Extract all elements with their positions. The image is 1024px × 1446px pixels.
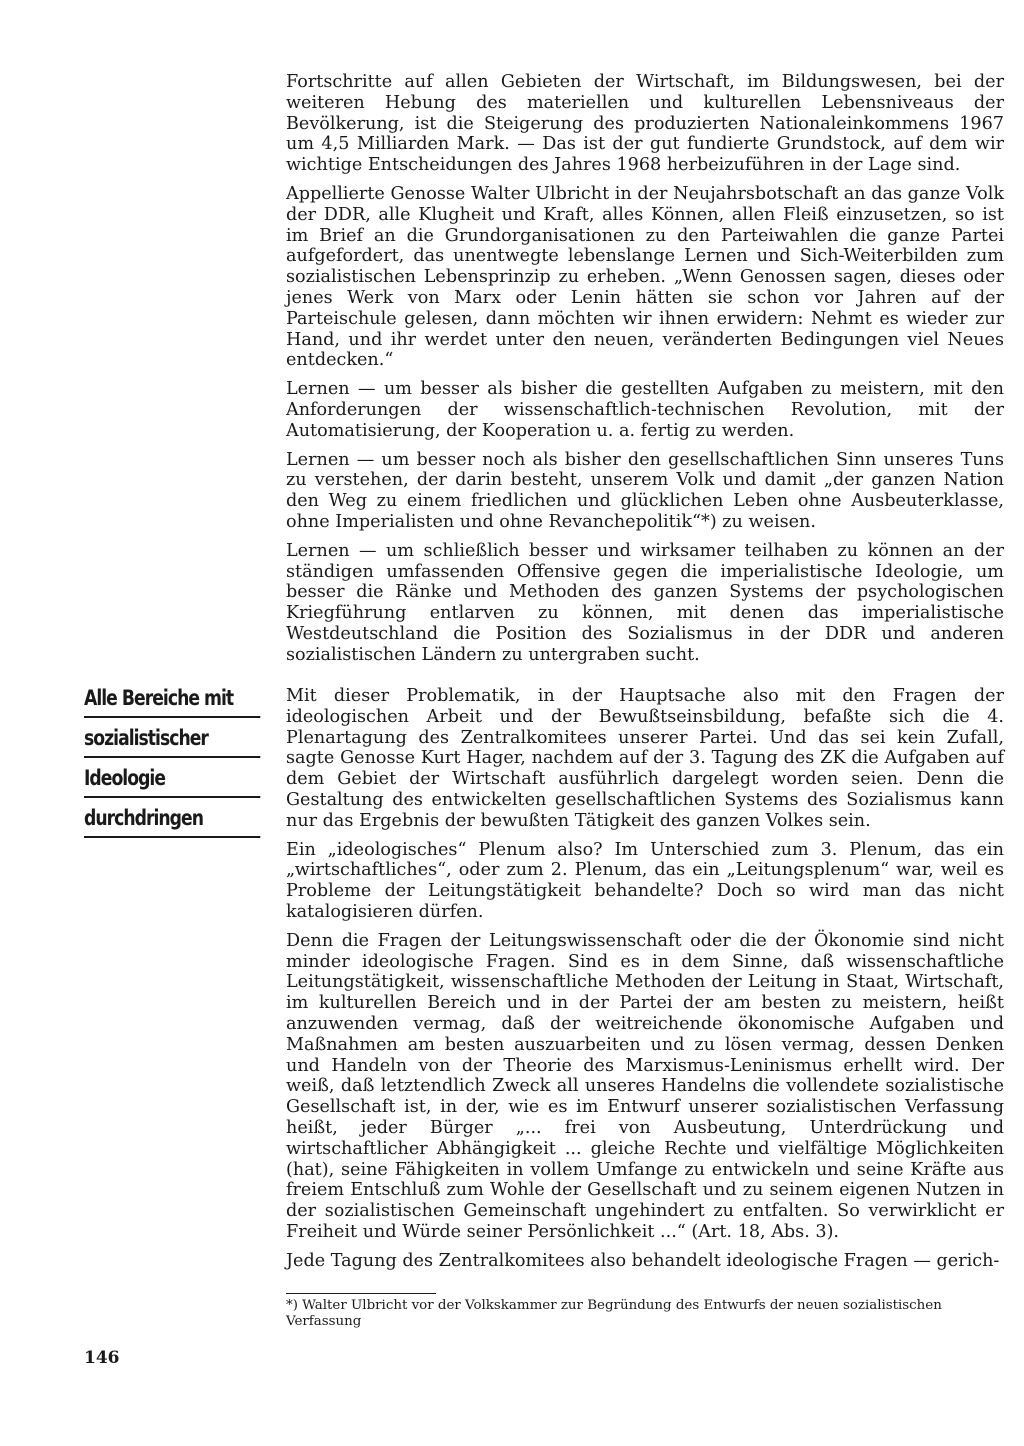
body-text-upper (286, 72, 1004, 674)
footnote: *) Walter Ulbricht vor der Volkskammer zur Begründung des Entwurfs der neuen sozialistischen Verfassung (286, 1298, 942, 1329)
side-heading (84, 684, 240, 844)
paragraph: Ein „ideologisches“ Plenum also? Im Unterschied zum 3. Plenum, das ein „wirtschaftliches“, oder zum 2. Plenum, das ein „Leitungsplenum“ war, weil es Probleme der Leitungstätigkeit behandelte? Doch so wird man das nicht katalogisieren dürfen. (286, 839, 1004, 922)
paragraph: Fortschritte auf allen Gebieten der Wirtschaft, im Bildungswesen, bei der weiteren Hebung des materiellen und kulturellen Lebensniveaus der Bevölkerung, ist die Steigerung des produzierten Nationaleinkommens 1967 um 4,5 Milliarden Mark. — Das ist der gut fundierte Grundstock, auf dem wir wichtige Entscheidungen des Jahres 1968 herbeizuführen in der Lage sind. (286, 72, 1004, 176)
body-text-lower (286, 686, 1004, 1280)
paragraph: Mit dieser Problematik, in der Hauptsache also mit den Fragen der ideologischen Arbeit und der Bewußtseinsbildung, befaßte sich die 4. Plenartagung des Zentralkomitees unserer Partei. Und das sei kein Zufall, sagte Genosse Kurt Hager, nachdem auf der 3. Tagung des ZK die Aufgaben auf dem Gebiet der Wirtschaft ausführlich dargelegt worden seien. Denn die Gestaltung des entwickelten gesellschaftlichen Systems des Sozialismus kann nur das Ergebnis der bewußten Tätigkeit des ganzen Volkes sein. (286, 686, 1004, 831)
side-heading-line: Ideologie (84, 764, 260, 798)
footnote-divider (286, 1293, 436, 1294)
paragraph: Lernen — um besser noch als bisher den gesellschaftlichen Sinn unseres Tuns zu verstehen, der darin besteht, unserem Volk und damit „der ganzen Nation den Weg zu einem friedlichen und glücklichen Leben ohne Ausbeuterklasse, ohne Imperialisten und ohne Revanchepolitik“*) zu weisen. (286, 449, 1004, 532)
page-number: 146 (84, 1348, 120, 1368)
side-heading-line: durchdringen (84, 804, 260, 838)
paragraph: Lernen — um schließlich besser und wirksamer teilhaben zu können an der ständigen umfassenden Offensive gegen die imperialistische Ideologie, um besser die Ränke und Methoden des ganzen Systems der psychologischen Kriegführung entlarven zu können, mit denen das imperialistische Westdeutschland die Position des Sozialismus in der DDR und anderen sozialistischen Ländern zu untergraben sucht. (286, 540, 1004, 665)
paragraph: Lernen — um besser als bisher die gestellten Aufgaben zu meistern, mit den Anforderungen der wissenschaftlich-technischen Revolution, mit der Automatisierung, der Kooperation u. a. fertig zu werden. (286, 379, 1004, 441)
paragraph: Appellierte Genosse Walter Ulbricht in der Neujahrsbotschaft an das ganze Volk der DDR, alle Klugheit und Kraft, alles Können, allen Fleiß einzusetzen, so ist im Brief an die Grundorganisationen zu den Parteiwahlen die ganze Partei aufgefordert, das unentwegte lebenslange Lernen und Sich-Weiterbilden zum sozialistischen Lebensprinzip zu erheben. „Wenn Genossen sagen, dieses oder jenes Werk von Marx oder Lenin hätten sie schon vor Jahren auf der Parteischule gelesen, dann möchten wir ihnen erwidern: Nehmt es wieder zur Hand, und ihr werdet unter den neuen, veränderten Bedingungen viel Neues entdecken.“ (286, 183, 1004, 371)
side-heading-line: sozialistischer (84, 724, 260, 758)
side-heading-line: Alle Bereiche mit (84, 684, 260, 718)
paragraph: Denn die Fragen der Leitungswissenschaft oder die der Ökonomie sind nicht minder ideologische Fragen. Sind es in dem Sinne, daß wissenschaftliche Leitungstätigkeit, wissenschaftliche Methoden der Leitung in Staat, Wirtschaft, im kulturellen Bereich und in der Partei der am besten zu meistern, heißt anzuwenden vermag, daß der weitreichende ökonomische Aufgaben und Maßnahmen am besten auszuarbeiten und zu lösen vermag, dessen Denken und Handeln von der Theorie des Marxismus-Leninismus erhellt wird. Der weiß, daß letztendlich Zweck all unseres Handelns die vollendete sozialistische Gesellschaft ist, in der, wie es im Entwurf unserer sozialistischen Verfassung heißt, jeder Bürger „... frei von Ausbeutung, Unterdrückung und wirtschaftlicher Abhängigkeit ... gleiche Rechte und vielfältige Möglichkeiten (hat), seine Fähigkeiten in vollem Umfange zu entwickeln und seine Kräfte aus freiem Entschluß zum Wohle der Gesellschaft und zu seinem eigenen Nutzen in der sozialistischen Gemeinschaft ungehindert zu entfalten. So verwirklicht er Freiheit und Würde seiner Persönlichkeit ...“ (Art. 18, Abs. 3). (286, 930, 1004, 1242)
paragraph: Jede Tagung des Zentralkomitees also behandelt ideologische Fragen — gerich- (286, 1250, 1000, 1271)
